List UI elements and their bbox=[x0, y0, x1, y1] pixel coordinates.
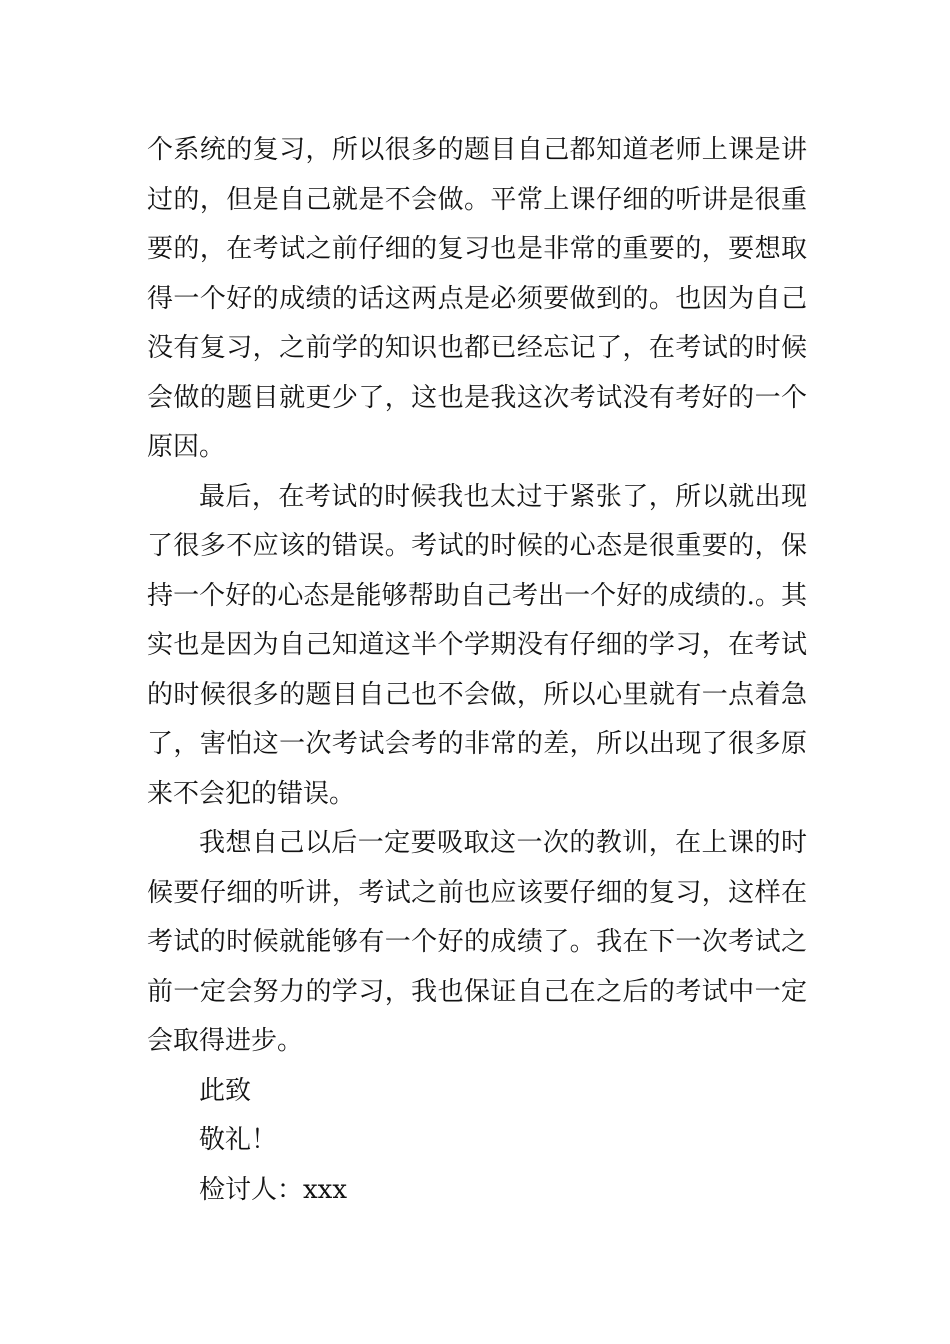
closing-signature: 检讨人：xxx bbox=[199, 1174, 347, 1205]
paragraph-resolution: 我想自己以后一定要吸取这一次的教训，在上课的时候要仔细的听讲，考试之前也应该要仔细的复习，这样在考试的时候就能够有一个好的成绩了。我在下一次考试之前一定会努力的学习，我也保证自己在之后的考试中一定会取得进步。 bbox=[147, 828, 807, 1056]
paragraph-nervousness: 最后，在考试的时候我也太过于紧张了，所以就出现了很多不应该的错误。考试的时候的心态是很重要的，保持一个好的心态是能够帮助自己考出一个好的成绩的.。其实也是因为自己知道这半个学期没有仔细的学习，在考试的时候很多的题目自己也不会做，所以心里就有一点着急了，害怕这一次考试会考的非常的差，所以出现了很多原来不会犯的错误。 bbox=[147, 481, 807, 809]
closing-salutation: 此致 bbox=[199, 1075, 252, 1106]
paragraph-continuation: 个系统的复习，所以很多的题目自己都知道老师上课是讲过的，但是自己就是不会做。平常上课仔细的听讲是很重要的，在考试之前仔细的复习也是非常的重要的，要想取得一个好的成绩的话这两点是必须要做到的。也因为自己没有复习，之前学的知识也都已经忘记了，在考试的时候会做的题目就更少了，这也是我这次考试没有考好的一个原因。 bbox=[147, 135, 807, 462]
closing-regards: 敬礼！ bbox=[199, 1125, 278, 1155]
document-body bbox=[147, 126, 807, 1215]
